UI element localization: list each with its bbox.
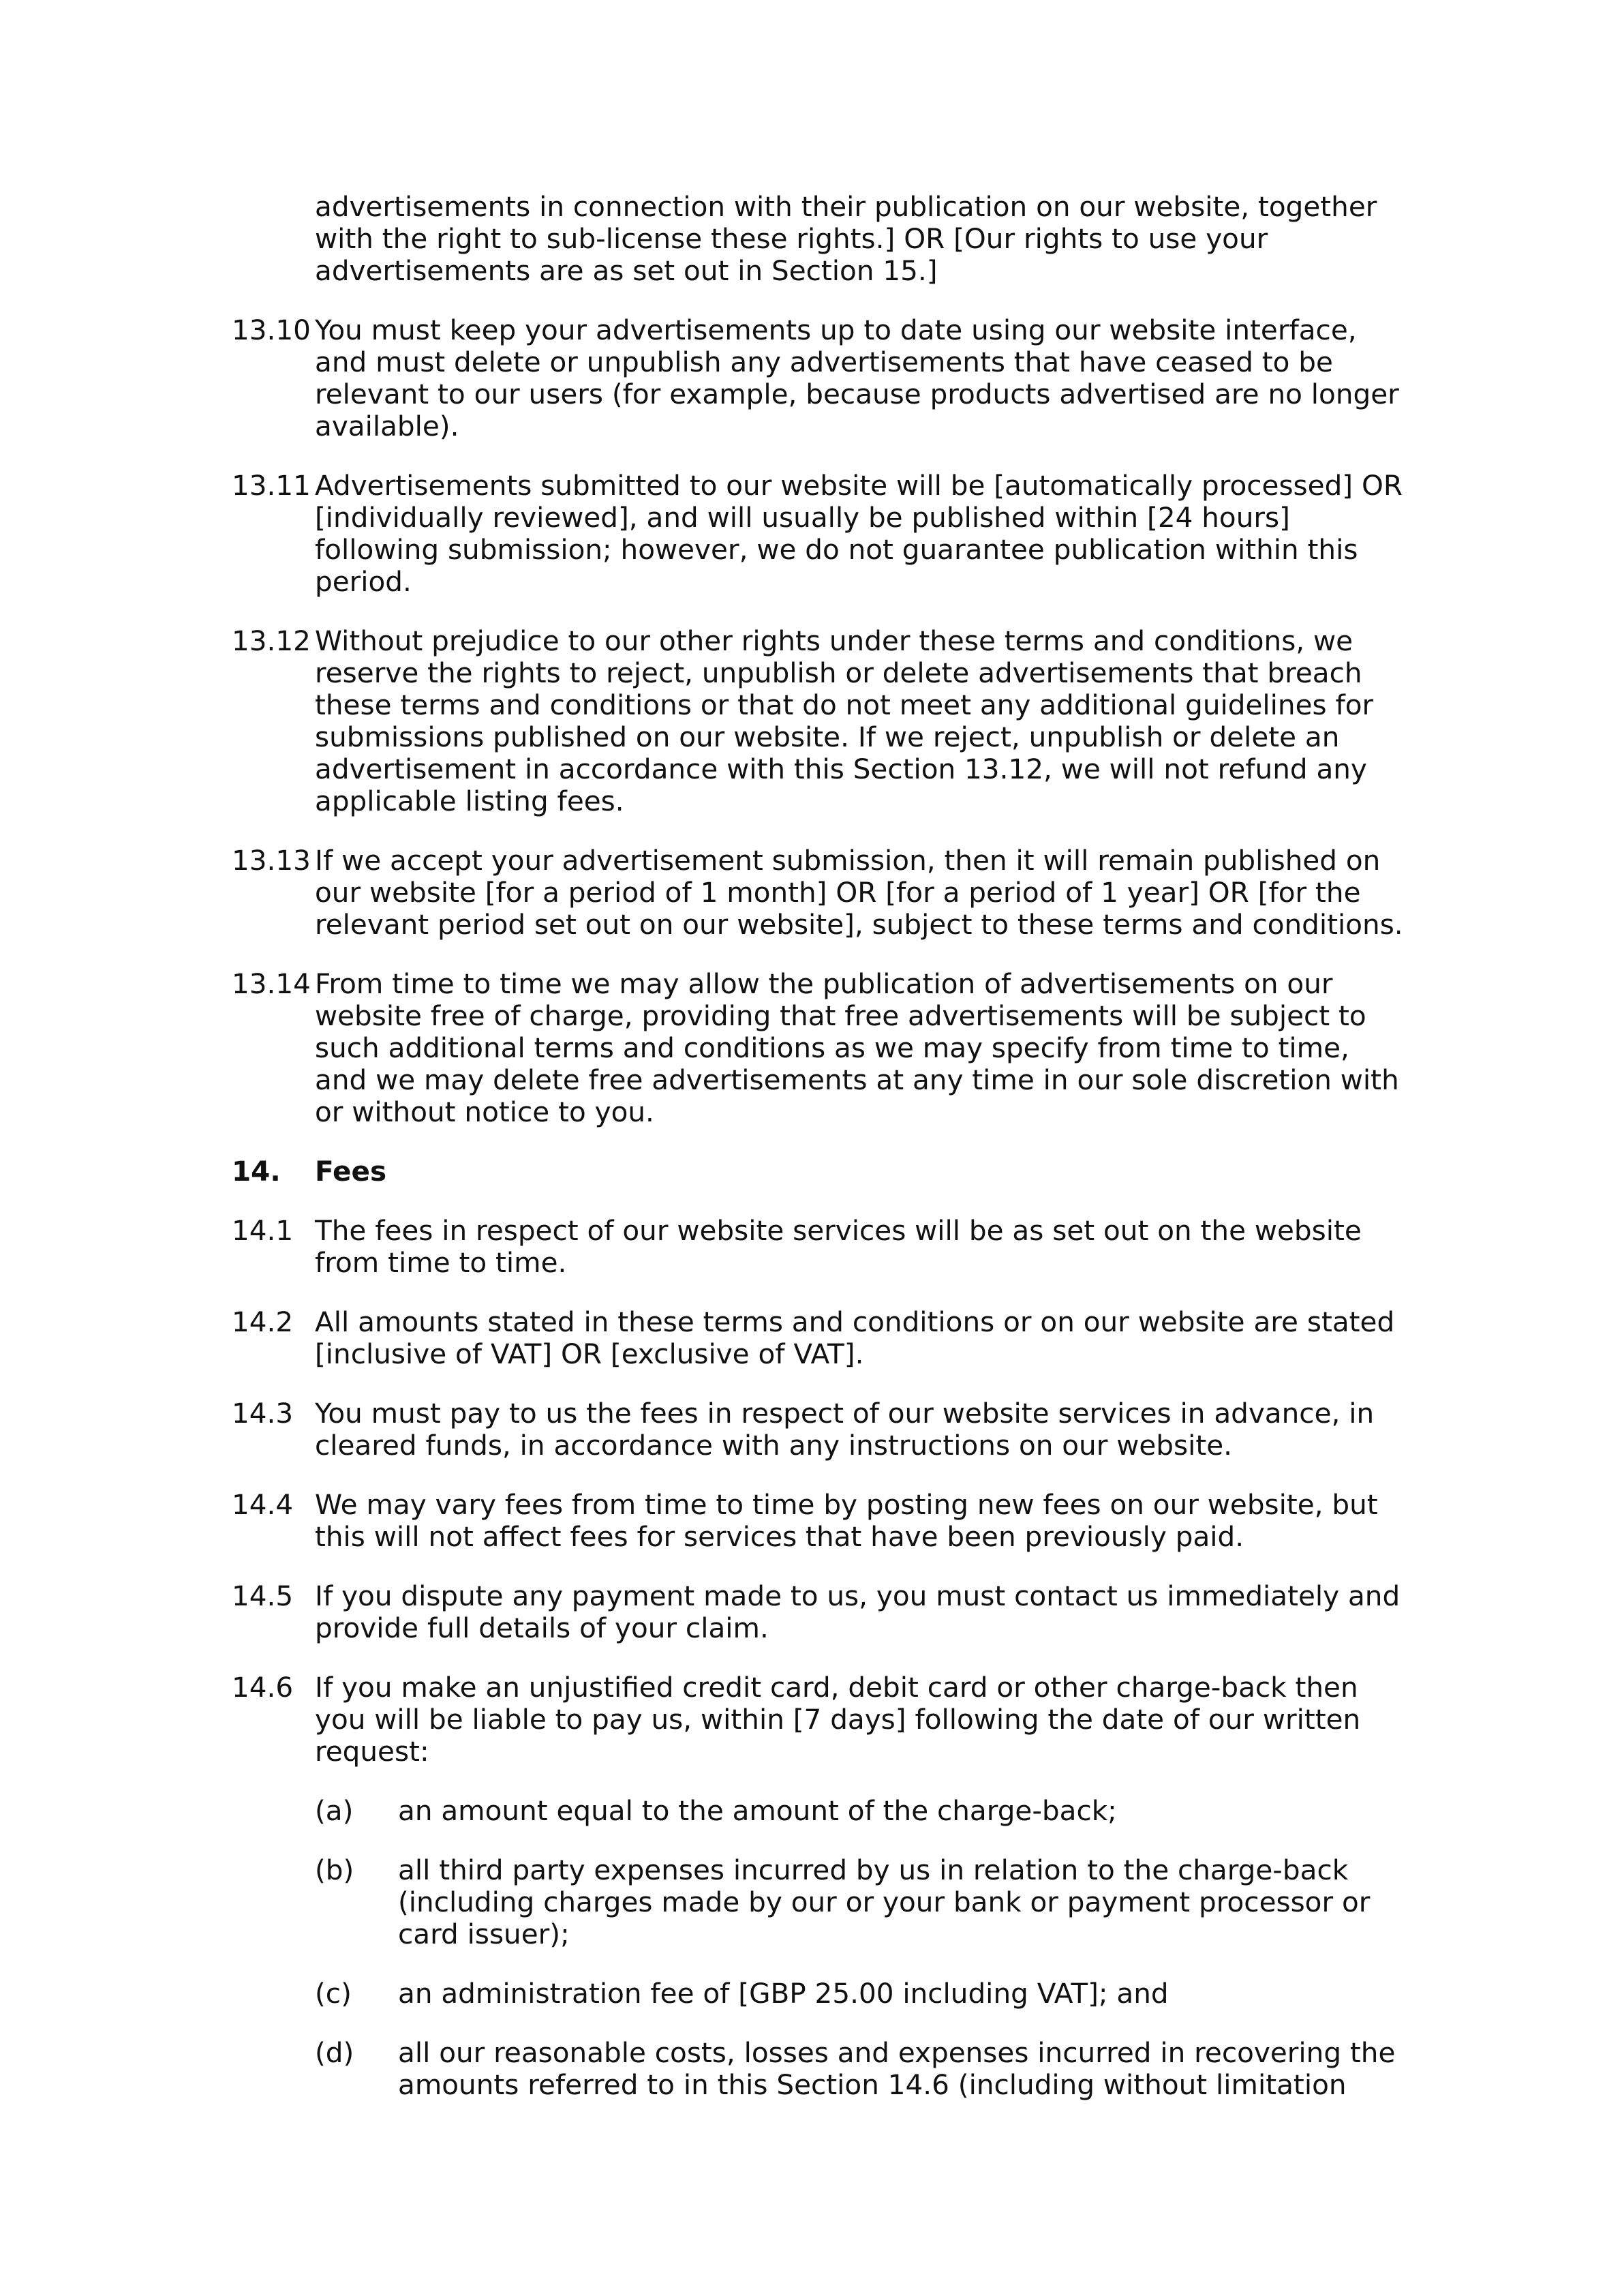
subclause-number: (c) xyxy=(315,1977,352,2010)
subclause-number: (d) xyxy=(315,2036,354,2069)
clause-text: Advertisements submitted to our website will be [automatically processed] OR [individually reviewed], and will usually be published within [24 hours] following submission; however, we do not guarantee publication within this period. xyxy=(315,469,1403,598)
subclause-text: all our reasonable costs, losses and expenses incurred in recovering the amounts referred to in this Section 14.6 (including without limitation xyxy=(398,2036,1396,2101)
subclause-text: an administration fee of [GBP 25.00 including VAT]; and xyxy=(398,1977,1169,2010)
clause-13-10 xyxy=(232,314,1404,442)
section-heading-fees xyxy=(232,1155,1404,1188)
section-number: 14. xyxy=(232,1155,281,1188)
subclause-a xyxy=(232,1795,1404,1827)
clause-text: You must keep your advertisements up to date using our website interface, and must delete or unpublish any advertisements that have ceased to be relevant to our users (for example, because products advertised are no longer available). xyxy=(315,314,1399,442)
subclause-c xyxy=(232,1978,1404,2010)
continued-paragraph-text: advertisements in connection with their publication on our website, together with the right to sub-license these rights.] OR [Our rights to use your advertisements are as set out in Section 15.] xyxy=(315,190,1377,287)
clause-14-5 xyxy=(232,1580,1404,1644)
clause-13-13 xyxy=(232,845,1404,941)
clause-text: Without prejudice to our other rights under these terms and conditions, we reserve the rights to reject, unpublish or delete advertisements that breach these terms and conditions or that do not meet any additional guidelines for submissions published on our website. If we reject, unpublish or delete an advertisement in accordance with this Section 13.12, we will not refund any applicable listing fees. xyxy=(315,624,1374,817)
clause-text: If you make an unjustified credit card, debit card or other charge-back then you will be liable to pay us, within [7 days] following the date of our written request: xyxy=(315,1671,1361,1768)
clause-text: You must pay to us the fees in respect of our website services in advance, in cleared funds, in accordance with any instructions on our website. xyxy=(315,1397,1375,1462)
subclause-text: all third party expenses incurred by us in relation to the charge-back (including charges made by our or your bank or payment processor or card issuer); xyxy=(398,1854,1371,1950)
clause-number: 13.14 xyxy=(232,967,311,1000)
subclause-d xyxy=(232,2037,1404,2101)
clause-number: 14.1 xyxy=(232,1214,294,1247)
subclause-b xyxy=(232,1854,1404,1950)
clause-number: 13.10 xyxy=(232,314,311,346)
clause-number: 14.5 xyxy=(232,1580,294,1612)
clause-14-4 xyxy=(232,1489,1404,1553)
clause-number: 13.13 xyxy=(232,844,311,877)
clause-text: We may vary fees from time to time by posting new fees on our website, but this will not affect fees for services that have been previously paid. xyxy=(315,1488,1378,1553)
clause-13-12 xyxy=(232,625,1404,817)
clause-number: 13.11 xyxy=(232,469,311,502)
clause-number: 14.2 xyxy=(232,1305,294,1338)
clause-text: All amounts stated in these terms and conditions or on our website are stated [inclusive of VAT] OR [exclusive of VAT]. xyxy=(315,1305,1395,1370)
clause-number: 14.6 xyxy=(232,1671,294,1704)
clause-14-3 xyxy=(232,1398,1404,1462)
clause-13-11 xyxy=(232,470,1404,598)
clause-14-6 xyxy=(232,1672,1404,1768)
clause-text: If you dispute any payment made to us, you must contact us immediately and provide full details of your claim. xyxy=(315,1580,1401,1644)
continued-paragraph xyxy=(232,191,1404,287)
subclause-text: an amount equal to the amount of the charge-back; xyxy=(398,1794,1117,1827)
clause-13-14 xyxy=(232,968,1404,1128)
clause-number: 14.3 xyxy=(232,1397,294,1430)
clause-text: If we accept your advertisement submission, then it will remain published on our website [for a period of 1 month] OR [for a period of 1 year] OR [for the relevant period set out on our website], subject to these terms and conditions. xyxy=(315,844,1403,941)
clause-number: 13.12 xyxy=(232,624,311,657)
clause-14-2 xyxy=(232,1306,1404,1370)
clause-number: 14.4 xyxy=(232,1488,294,1521)
subclause-number: (a) xyxy=(315,1794,354,1827)
document-body xyxy=(232,191,1404,2101)
clause-14-1 xyxy=(232,1215,1404,1279)
subclause-number: (b) xyxy=(315,1854,354,1886)
clause-text: From time to time we may allow the publication of advertisements on our website free of charge, providing that free advertisements will be subject to such additional terms and conditions as we may specify from time to time, and we may delete free advertisements at any time in our sole discretion with or without notice to you. xyxy=(315,967,1399,1128)
clause-text: The fees in respect of our website services will be as set out on the website from time to time. xyxy=(315,1214,1362,1279)
section-title: Fees xyxy=(315,1155,387,1188)
